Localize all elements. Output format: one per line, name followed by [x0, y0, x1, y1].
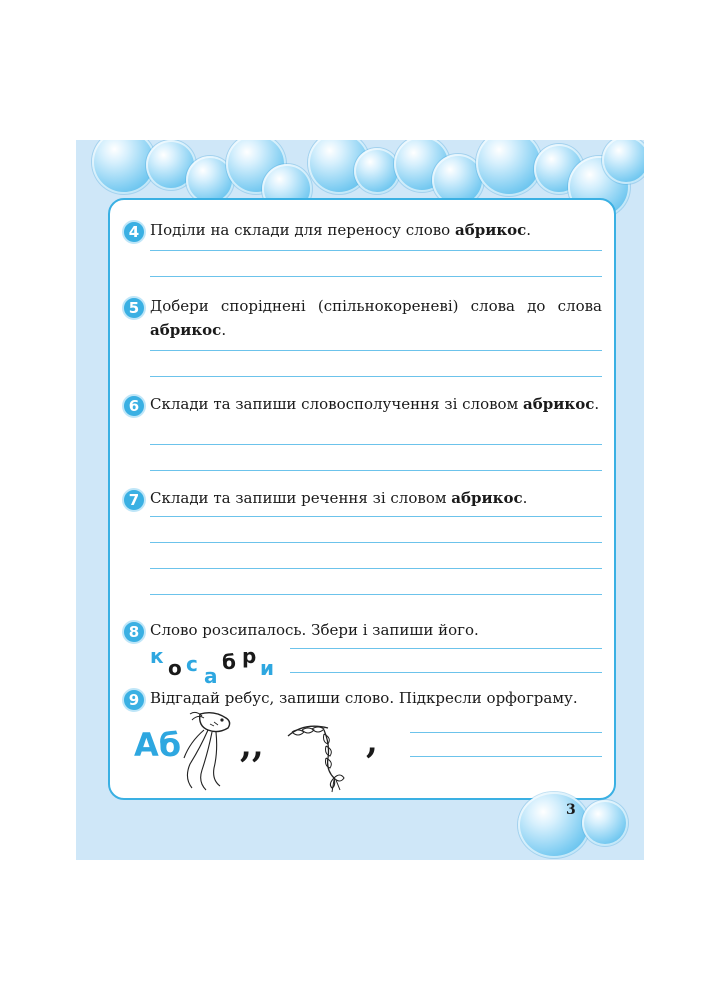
task-text-plain: Поділи на склади для переносу слово: [150, 221, 455, 239]
answer-line[interactable]: [150, 376, 602, 377]
task-text-plain: Склади та запиши словосполучення зі словом: [150, 395, 524, 413]
scrambled-letter: с: [186, 652, 198, 676]
task-text-tail: .: [594, 395, 600, 413]
task-text-tail: .: [221, 321, 227, 339]
task-text: [150, 294, 602, 342]
scrambled-letter: и: [260, 656, 275, 680]
page-number-bubble: [518, 792, 590, 858]
bubble-decoration: [354, 148, 400, 194]
task-number: 9: [122, 688, 146, 712]
task-text-bold: абрикос: [150, 321, 222, 339]
task-number: 5: [122, 296, 146, 320]
answer-line[interactable]: [290, 672, 602, 673]
task-text-plain: Слово розсипалось. Збери і запиши його.: [150, 621, 479, 639]
page-number: 3: [566, 802, 576, 818]
answer-line[interactable]: [410, 756, 602, 757]
task-text-tail: .: [526, 221, 532, 239]
task-number: 4: [122, 220, 146, 244]
rebus-comma: ,,: [240, 726, 264, 766]
bubble-decoration: [582, 800, 628, 846]
task-text-bold: абрикос: [454, 221, 527, 239]
braid-picture: [284, 718, 374, 794]
task-text: [150, 486, 602, 510]
task-text-tail: .: [522, 489, 528, 507]
answer-line[interactable]: [150, 444, 602, 445]
task-number: 7: [122, 488, 146, 512]
task-text-bold: абрикос: [451, 489, 523, 507]
answer-line[interactable]: [290, 648, 602, 649]
scrambled-letter: о: [168, 656, 182, 680]
task-text-plain: Відгадай ребус, запиши слово. Підкресли орфограму.: [150, 689, 578, 707]
scrambled-letter: р: [242, 644, 257, 668]
answer-line[interactable]: [150, 250, 602, 251]
answer-line[interactable]: [150, 350, 602, 351]
rebus-comma: ,: [366, 722, 378, 762]
task-text-plain: Добери споріднені (спільнокореневі) слова до слова: [150, 297, 602, 315]
task-number: 6: [122, 394, 146, 418]
exercise-card: [108, 198, 616, 800]
task-text: [150, 686, 602, 710]
scrambled-letter: б: [222, 650, 236, 674]
fish-picture: [180, 708, 240, 792]
task-text: [150, 218, 602, 242]
scrambled-letters: [150, 644, 280, 688]
answer-line[interactable]: [410, 732, 602, 733]
answer-line[interactable]: [150, 542, 602, 543]
rebus-prefix: Аб: [134, 726, 182, 764]
bubble-decoration: [476, 140, 542, 196]
task-text-bold: абрикос: [523, 395, 595, 413]
scrambled-letter: к: [150, 644, 164, 668]
task-text: [150, 392, 602, 416]
answer-line[interactable]: [150, 516, 602, 517]
answer-line[interactable]: [150, 568, 602, 569]
task-text-plain: Склади та запиши речення зі словом: [150, 489, 452, 507]
scrambled-letter: а: [204, 664, 218, 688]
answer-line[interactable]: [150, 470, 602, 471]
answer-line[interactable]: [150, 594, 602, 595]
task-number: 8: [122, 620, 146, 644]
workbook-page: [76, 140, 644, 860]
answer-line[interactable]: [150, 276, 602, 277]
task-text: [150, 618, 602, 642]
